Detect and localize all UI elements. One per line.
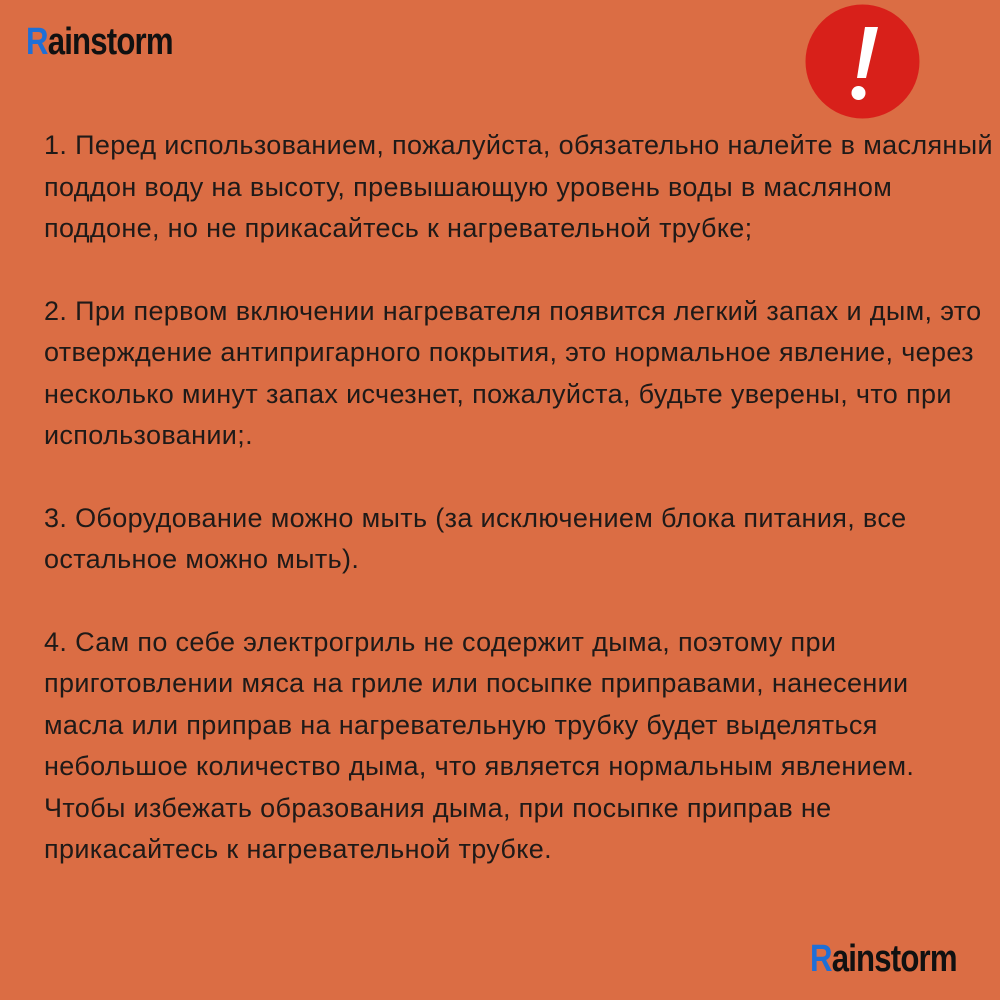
instruction-paragraph-2: 2. При первом включении нагревателя появится легкий запах и дым, это отверждение антипригарного покрытия, это нормальное явление, через несколько минут запах исчезнет, пожалуйста, будьте уверены, что при использовании;. [44,295,982,450]
brand-logo-rest: ainstorm [47,21,173,63]
instruction-paragraph-3: 3. Оборудование можно мыть (за исключением блока питания, все остальное можно мыть). [44,502,907,574]
brand-logo-footer-initial: R [810,938,832,980]
brand-logo-initial: R [26,21,48,63]
instruction-paragraph-1: 1. Перед использованием, пожалуйста, обязательно налейте в масляный поддон воду на высоту, превышающую уровень воды в масляном поддоне, но не прикасайтесь к нагревательной трубке; [44,130,993,243]
instruction-paragraph-4: 4. Сам по себе электрогриль не содержит дыма, поэтому при приготовлении мяса на гриле или посыпке приправами, нанесении масла или приправ на нагревательную трубку будет выделяться небольшое количество дыма, что является нормальным явлением. Чтобы избежать образования дыма, при посыпке приправ не прикасайтесь к нагревательной трубке. [44,626,915,864]
instructions-text [44,125,994,912]
brand-logo-footer [810,940,957,978]
brand-logo-footer-rest: ainstorm [831,938,957,980]
brand-logo [26,23,173,61]
exclamation-circle-icon [805,4,920,119]
